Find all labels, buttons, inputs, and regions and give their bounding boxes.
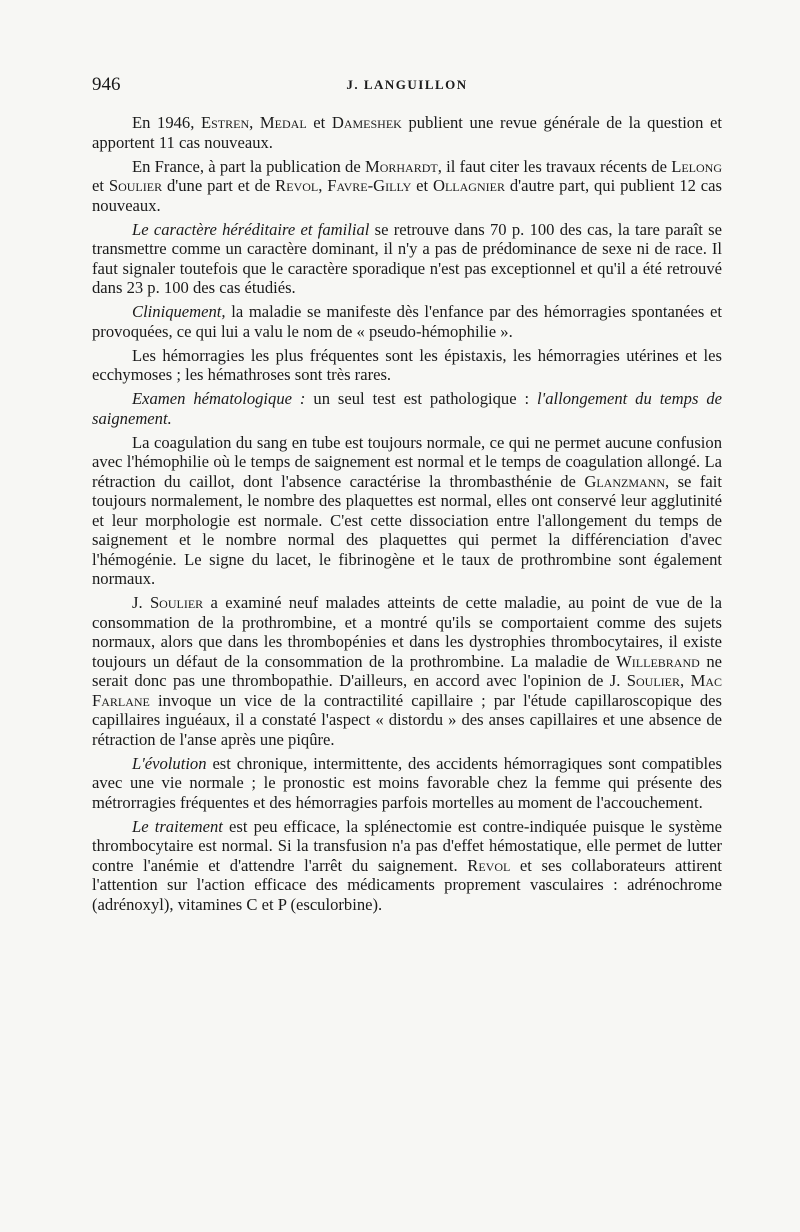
author-name: Revol [275, 176, 319, 195]
author-name: Dameshek [331, 113, 402, 132]
text-run: , il faut citer les travaux récents de [437, 156, 672, 176]
text-run: publient une revue générale de la question et apportent 11 cas nouveaux. [92, 113, 722, 152]
author-name: Morhardt [364, 156, 438, 176]
paragraph [92, 593, 722, 749]
paragraph [92, 113, 722, 152]
author-name: Soulier [149, 593, 204, 612]
text-run: et ses collaborateurs attirent l'attention sur l'action efficace des médicaments proprement vasculaires : adrénochrome (adrénoxyl), vitamines C et P (esculorbine). [92, 855, 722, 914]
text-run: , [249, 113, 260, 132]
text-run: En France, à part la publication de [132, 156, 365, 176]
text-run: La coagulation du sang en tube est toujours normale, ce qui ne permet aucune confusion avec l'hémophilie où le temps de saignement est normal et le temps de coagulation allongé. La rétraction du caillot, dont l'absence caractérise la thrombasthénie de [92, 432, 722, 491]
text-run: J. [132, 593, 150, 612]
text-run: se retrouve dans 70 p. 100 des cas, la tare paraît se transmettre comme un caractère dominant, il n'y a pas de prédominance de sexe ni de race. Il faut signaler toutefois que le caractère sporadique n'est pas exceptionnel et qu'il a été retrouvé dans 23 p. 100 des cas étudiés. [92, 219, 722, 297]
paragraph [92, 389, 722, 428]
paragraph [92, 817, 722, 915]
author-name: Favre-Gilly [327, 176, 412, 195]
author-name: Estren [201, 113, 250, 132]
text-run: d'une part et de [162, 176, 276, 195]
text-run: d'autre part, qui publient 12 cas nouveaux. [92, 176, 722, 215]
author-name: Lelong [671, 156, 723, 176]
text-run: En 1946, [132, 113, 201, 132]
author-name: Ollagnier [432, 176, 505, 195]
author-name: Glanzmann [584, 471, 665, 491]
paragraph [92, 433, 722, 589]
page-header [92, 74, 722, 98]
author-name: Willebrand [616, 651, 700, 671]
emphasis-text: l'allongement du temps de saignement. [92, 389, 723, 428]
paragraph [92, 157, 722, 216]
author-name: Medal [259, 113, 307, 132]
running-head: J. LANGUILLON [346, 77, 468, 92]
page-number: 946 [92, 74, 121, 95]
author-name: Soulier [108, 176, 163, 195]
text-run: , [318, 176, 328, 195]
text-run: et [92, 176, 109, 195]
article-body [92, 113, 722, 919]
emphasis-text: L'évolution [132, 753, 207, 773]
text-run: ne serait donc pas une thrombopathie. D'ailleurs, en accord avec l'opinion de J. [92, 651, 722, 690]
paragraph [92, 754, 722, 813]
emphasis-text: Cliniquement, [132, 302, 226, 321]
paragraph [92, 346, 722, 385]
text-run: et [411, 176, 433, 195]
author-name: Revol [467, 855, 511, 875]
author-name: Soulier [626, 671, 681, 690]
emphasis-text: Le caractère héréditaire et familial [132, 219, 370, 239]
paragraph [92, 220, 722, 298]
text-run: la maladie se manifeste dès l'enfance par des hémorragies spontanées et provoquées, ce qui lui a valu le nom de « pseudo-hémophilie ». [92, 302, 722, 341]
text-run: un seul test est pathologique : [305, 389, 538, 408]
paragraph [92, 302, 722, 341]
text-run: , [680, 671, 691, 690]
author-name: Mac Farlane [92, 671, 722, 710]
text-run: Les hémorragies les plus fréquentes sont les épistaxis, les hémorragies utérines et les ecchymoses ; les hémathroses sont très rares. [92, 345, 722, 384]
text-run: est chronique, intermittente, des accidents hémorragiques sont compatibles avec une vie normale ; le pronostic est moins favorable chez la femme qui présente des métrorragies fréquentes et des hémorragies parfois mortelles au moment de l'accouchement. [92, 753, 722, 812]
text-run: , se fait toujours normalement, le nombre des plaquettes est normal, elles ont conservé leur agglutinité et leur morphologie est normale. C'est cette dissociation entre l'allongement du temps de saignement et le nombre normal des plaquettes qui permet la différenciation d'avec l'hémogénie. Le signe du lacet, le fibrinogène et le taux de prothrombine sont également normaux. [92, 471, 722, 588]
text-run: a examiné neuf malades atteints de cette maladie, au point de vue de la consommation de la prothrombine, et a montré qu'ils se comportaient comme des sujets normaux, alors que dans les thrombopénies et dans les dystrophies thrombocytaires, il existe toujours un défaut de la consommation de la prothrombine. La maladie de [92, 593, 722, 671]
text-run: et [306, 113, 332, 132]
text-run: invoque un vice de la contractilité capillaire ; par l'étude capillaroscopique des capillaires inguéaux, il a constaté l'aspect « distordu » des anses capillaires et une absence de rétraction de l'anse après une piqûre. [92, 690, 722, 749]
emphasis-text: Le traitement [132, 816, 223, 836]
emphasis-text: Examen hématologique : [132, 389, 306, 408]
text-run: est peu efficace, la splénectomie est contre-indiquée puisque le système thrombocytaire est normal. Si la transfusion n'a pas d'effet hémostatique, elle permet de lutter contre l'anémie et d'attendre l'arrêt du saignement. [92, 816, 722, 875]
